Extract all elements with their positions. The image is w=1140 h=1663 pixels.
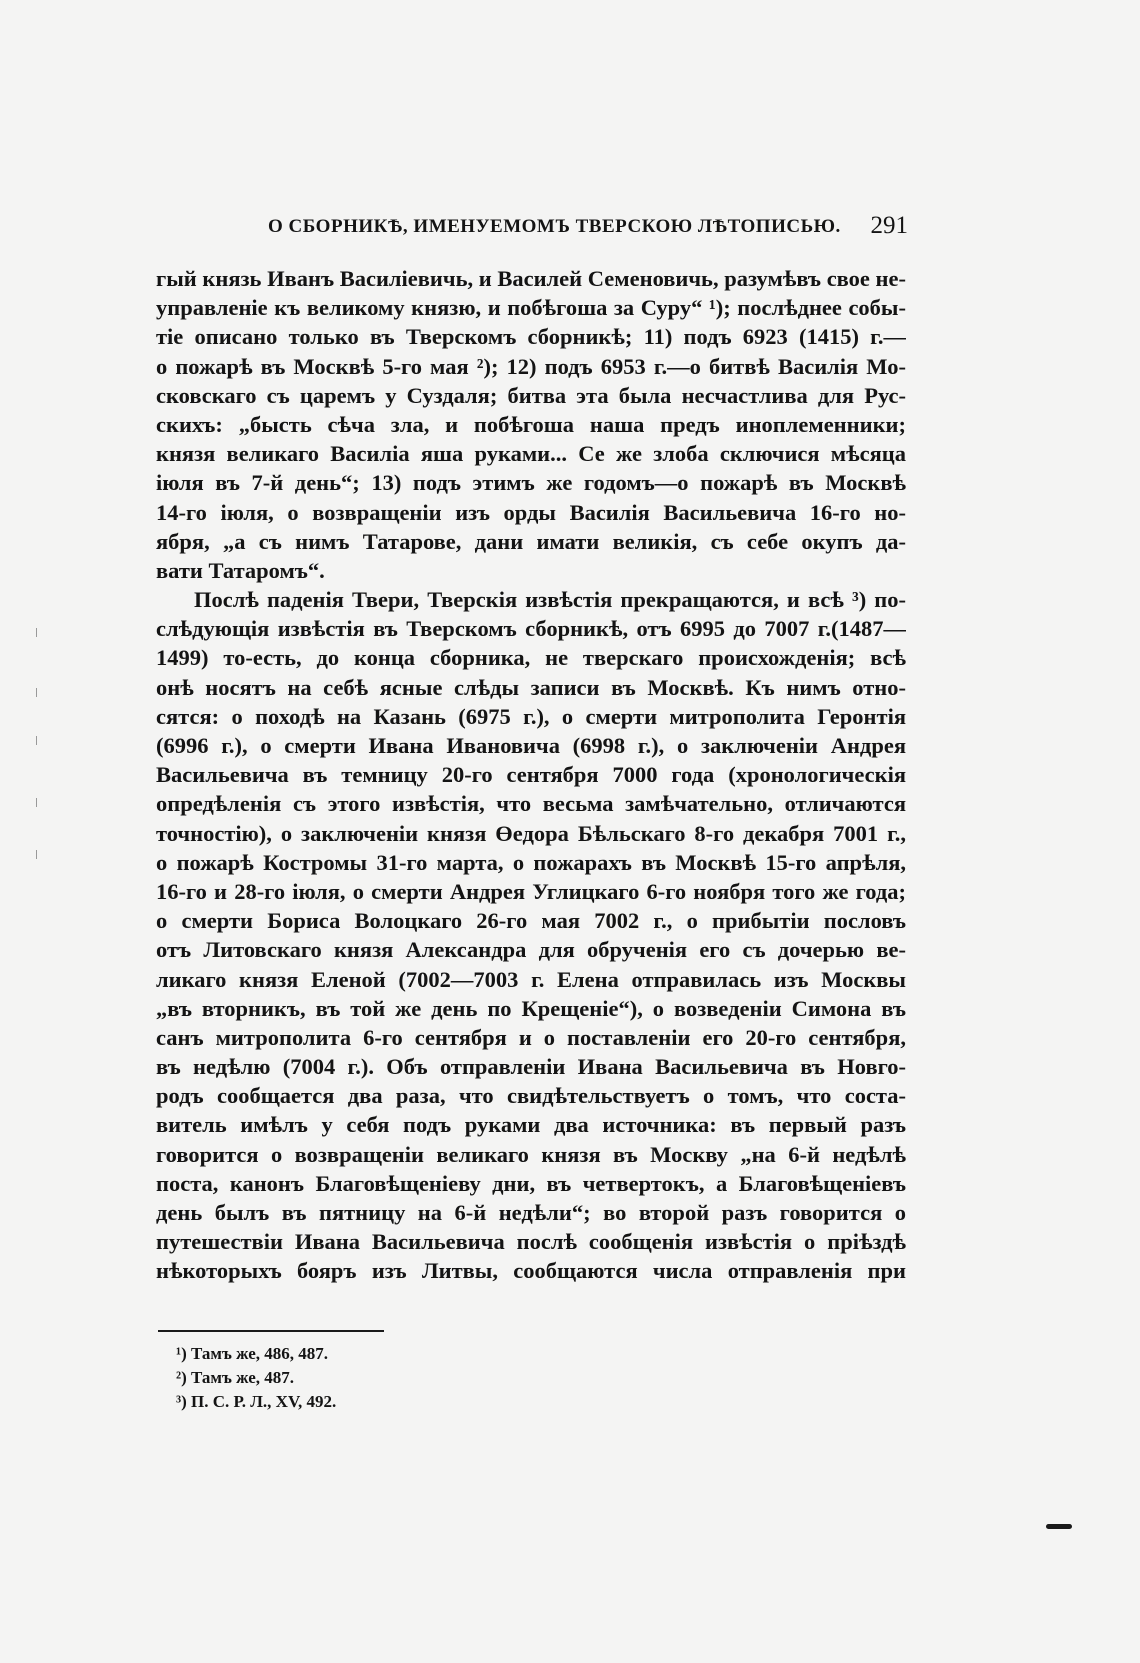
text-line: тіе описано только въ Тверскомъ сборникѣ; 11) подъ 6923 (1415) г.— bbox=[156, 324, 906, 350]
margin-scan-marks bbox=[36, 628, 42, 928]
text-line: точностію), о заключеніи князя Өедора Бѣльскаго 8-го декабря 7001 г., bbox=[156, 820, 906, 846]
text-line: о пожарѣ Костромы 31-го марта, о пожарахъ въ Москвѣ 15-го апрѣля, bbox=[156, 849, 906, 875]
footnotes bbox=[176, 1342, 576, 1414]
text-line: гый князь Иванъ Василіевичь, и Василей Семеновичь, разумѣвъ свое не- bbox=[156, 266, 906, 291]
scan-mark bbox=[36, 628, 37, 637]
running-head bbox=[268, 212, 908, 246]
text-line: витель имѣлъ у себя подъ руками два источника: въ первый разъ bbox=[156, 1112, 906, 1138]
text-line: день былъ въ пятницу на 6-й недѣли“; во второй разъ говорится о bbox=[156, 1200, 906, 1225]
footnote: ¹) Тамъ же, 486, 487. bbox=[176, 1344, 329, 1363]
text-line: 1499) то-есть, до конца сборника, не тверскаго происхожденія; всѣ bbox=[156, 645, 906, 671]
scan-mark bbox=[36, 736, 37, 745]
scan-mark bbox=[36, 850, 37, 859]
text-line: говорится о возвращеніи великаго князя въ Москву „на 6-й недѣлѣ bbox=[156, 1141, 906, 1167]
scan-mark bbox=[36, 688, 37, 697]
page-number: 291 bbox=[870, 212, 908, 239]
text-line: князя великаго Василіа яша руками... Се же злоба сключися мѣсяца bbox=[156, 441, 906, 467]
text-line: поста, канонъ Благовѣщеніеву дни, въ четвертокъ, а Благовѣщеніевъ bbox=[156, 1170, 906, 1196]
footnote: ³) П. С. Р. Л., XV, 492. bbox=[176, 1392, 337, 1411]
text-line: Васильевича въ темницу 20-го сентября 7000 года (хронологическія bbox=[156, 762, 906, 788]
scan-artifact-dash bbox=[1046, 1524, 1072, 1529]
text-line: скихъ: „бысть сѣча зла, и побѣгоша наша предъ иноплеменники; bbox=[156, 411, 906, 437]
scan-mark bbox=[36, 798, 37, 807]
text-line: управленіе къ великому князю, и побѣгоша за Суру“ ¹); послѣднее собы- bbox=[156, 295, 906, 321]
text-line: „въ вторникъ, въ той же день по Крещеніе“), о возведеніи Симона въ bbox=[156, 995, 906, 1021]
body-text bbox=[156, 264, 906, 1286]
text-line: путешествіи Ивана Васильевича послѣ сообщенія извѣстія о пріѣздѣ bbox=[156, 1229, 906, 1255]
text-line: 16-го и 28-го іюля, о смерти Андрея Углицкаго 6-го ноября того же года; bbox=[156, 878, 906, 904]
text-line: ября, „а съ нимъ Татарове, дани имати великія, съ себе окупъ да- bbox=[156, 528, 906, 554]
text-line: опредѣленія съ этого извѣстія, что весьма замѣчательно, отличаются bbox=[156, 791, 906, 817]
text-line: ликаго князя Еленой (7002—7003 г. Елена отправилась изъ Москвы bbox=[156, 966, 906, 992]
text-line: сятся: о походѣ на Казань (6975 г.), о смерти митрополита Геронтія bbox=[156, 703, 906, 729]
text-line: онѣ носятъ на себѣ ясные слѣды записи въ Москвѣ. Къ нимъ отно- bbox=[156, 674, 906, 700]
text-line: нѣкоторыхъ бояръ изъ Литвы, сообщаются числа отправленія при bbox=[156, 1258, 906, 1284]
text-line: о смерти Бориса Волоцкаго 26-го мая 7002 г., о прибытіи пословъ bbox=[156, 908, 906, 934]
text-line: въ недѣлю (7004 г.). Объ отправленіи Ивана Васильевича въ Новго- bbox=[156, 1054, 906, 1080]
footnote: ²) Тамъ же, 487. bbox=[176, 1368, 295, 1387]
text-line: родъ сообщается два раза, что свидѣтельствуетъ о томъ, что соста- bbox=[156, 1083, 906, 1109]
footnote-divider bbox=[158, 1330, 384, 1332]
text-line: вати Татаромъ“. bbox=[156, 557, 325, 583]
text-line: о пожарѣ въ Москвѣ 5-го мая ²); 12) подъ 6953 г.—о битвѣ Василія Мо- bbox=[156, 353, 906, 379]
text-line: сковскаго съ царемъ у Суздаля; битва эта была несчастлива для Рус- bbox=[156, 382, 906, 408]
text-line: отъ Литовскаго князя Александра для обрученія его съ дочерью ве- bbox=[156, 937, 906, 963]
running-title: О СБОРНИКѢ, ИМЕНУЕМОМЪ ТВЕРСКОЮ ЛѢТОПИСЬЮ. bbox=[268, 216, 841, 237]
text-line: санъ митрополита 6-го сентября и о поставленіи его 20-го сентября, bbox=[156, 1024, 906, 1050]
text-line: слѣдующія извѣстія въ Тверскомъ сборникѣ, отъ 6995 до 7007 г.(1487— bbox=[156, 616, 906, 642]
paragraph-first-line: Послѣ паденія Твери, Тверскія извѣстія прекращаются, и всѣ ³) по- bbox=[194, 587, 906, 613]
text-line: (6996 г.), о смерти Ивана Ивановича (6998 г.), о заключеніи Андрея bbox=[156, 733, 906, 758]
text-line: іюля въ 7-й день“; 13) подъ этимъ же годомъ—о пожарѣ въ Москвѣ bbox=[156, 470, 906, 496]
text-line: 14-го іюля, о возвращеніи изъ орды Василія Васильевича 16-го но- bbox=[156, 499, 906, 525]
